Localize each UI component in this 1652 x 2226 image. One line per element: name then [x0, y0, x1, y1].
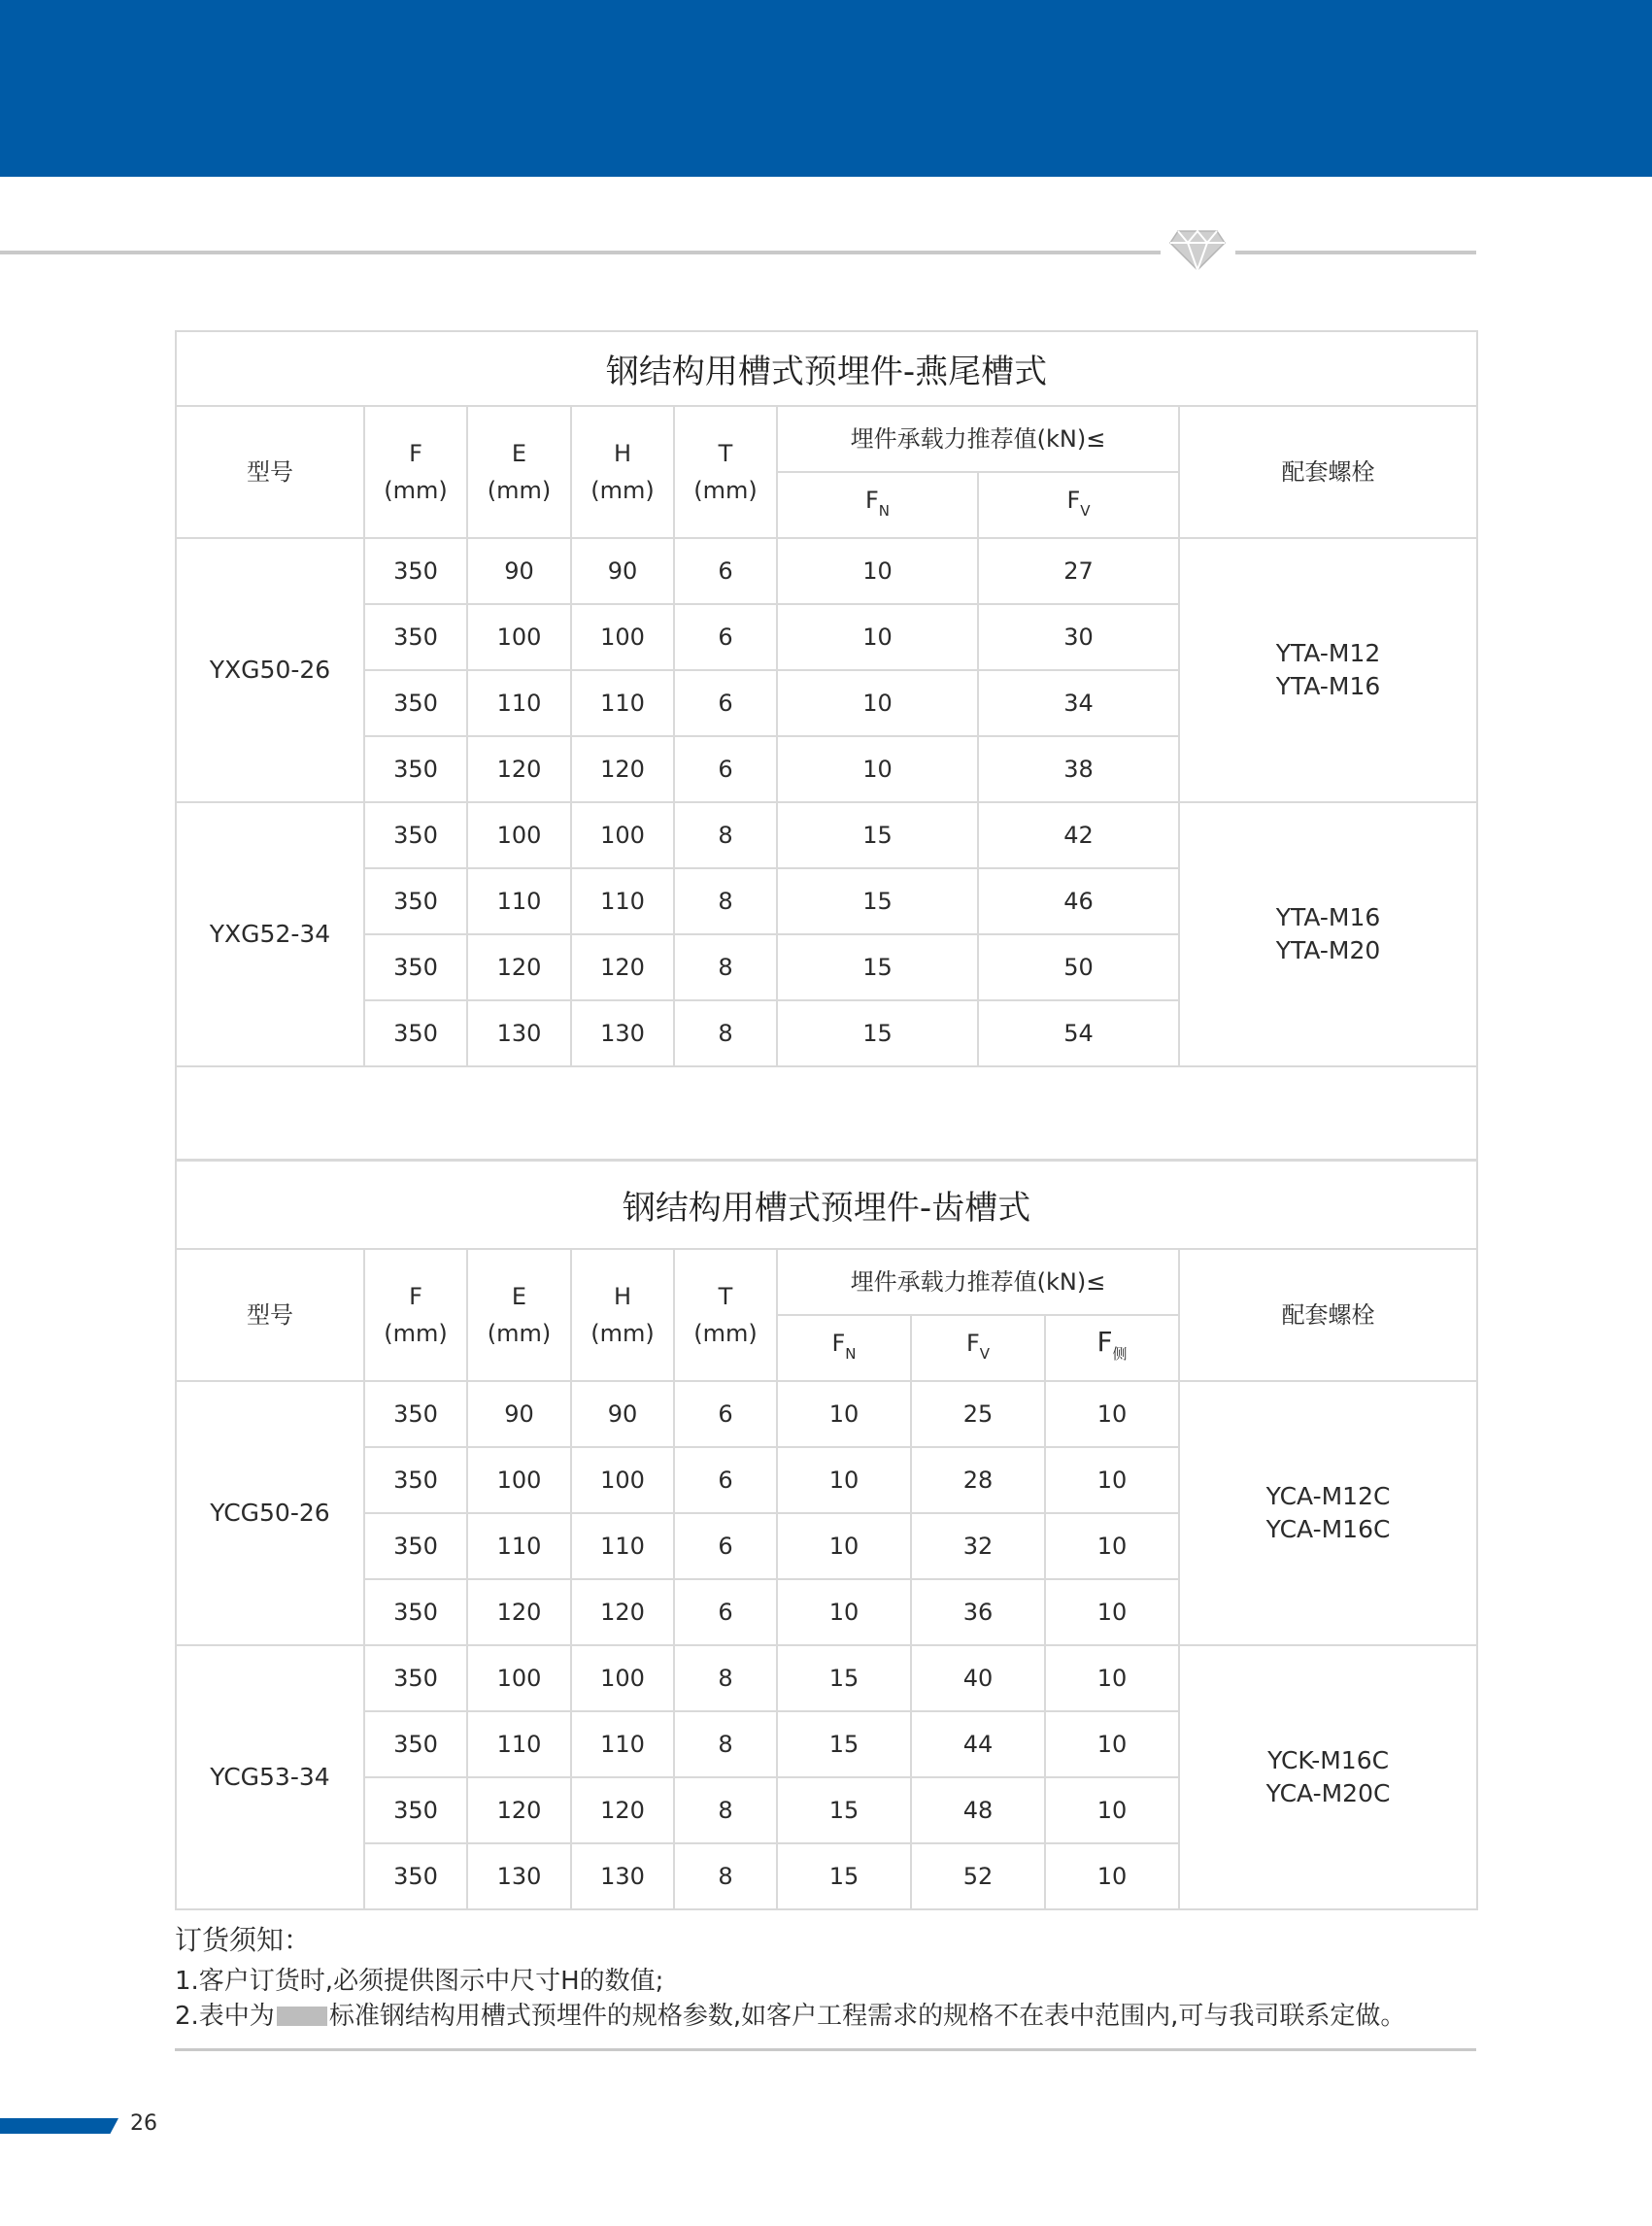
- model-cell: YCG50-26: [176, 1381, 364, 1645]
- table-row: [176, 1381, 1477, 1447]
- cell-fn: 10: [777, 1447, 911, 1513]
- header-load: 埋件承载力推荐值(kN)≤: [777, 406, 1179, 472]
- cell-f: 350: [364, 538, 467, 604]
- cell-fn: 15: [777, 1843, 911, 1909]
- note-line-1: 1.客户订货时,必须提供图示中尺寸H的数值;: [175, 1967, 664, 1996]
- cell-h: 120: [571, 1579, 674, 1645]
- cell-fn: 10: [777, 604, 978, 670]
- cell-fv: 30: [978, 604, 1179, 670]
- serrated-spec-table: [175, 1159, 1478, 1910]
- cell-fn: 15: [777, 1777, 911, 1843]
- cell-fn: 10: [777, 1513, 911, 1579]
- cell-fv: 32: [911, 1513, 1045, 1579]
- header-f: F (mm): [364, 1249, 467, 1381]
- header-e: E (mm): [467, 1249, 571, 1381]
- cell-fn: 10: [777, 670, 978, 736]
- cell-fv: 34: [978, 670, 1179, 736]
- cell-fv: 42: [978, 802, 1179, 868]
- cell-t: 8: [674, 802, 777, 868]
- bolt-cell: YCA-M12C YCA-M16C: [1179, 1381, 1477, 1645]
- cell-f: 350: [364, 736, 467, 802]
- cell-h: 120: [571, 934, 674, 1000]
- cell-fn: 15: [777, 802, 978, 868]
- header-bolt: 配套螺栓: [1179, 1249, 1477, 1381]
- cell-fside: 10: [1045, 1777, 1179, 1843]
- cell-f: 350: [364, 1000, 467, 1066]
- model-cell: YCG53-34: [176, 1645, 364, 1909]
- header-fside: $F_侧$: [1045, 1315, 1179, 1381]
- bolt-cell: YTA-M12 YTA-M16: [1179, 538, 1477, 802]
- cell-fv: 44: [911, 1711, 1045, 1777]
- cell-fn: 15: [777, 934, 978, 1000]
- cell-e: 100: [467, 802, 571, 868]
- cell-fside: 10: [1045, 1711, 1179, 1777]
- table-spacer: [176, 1066, 1477, 1161]
- table-title: 钢结构用槽式预埋件-燕尾槽式: [176, 331, 1477, 406]
- cell-h: 110: [571, 868, 674, 934]
- cell-e: 110: [467, 1711, 571, 1777]
- header-h: H (mm): [571, 1249, 674, 1381]
- cell-t: 6: [674, 670, 777, 736]
- cell-t: 8: [674, 1000, 777, 1066]
- cell-h: 130: [571, 1843, 674, 1909]
- diamond-icon: [1168, 229, 1227, 272]
- cell-e: 90: [467, 1381, 571, 1447]
- cell-e: 110: [467, 1513, 571, 1579]
- cell-h: 100: [571, 1645, 674, 1711]
- cell-e: 110: [467, 670, 571, 736]
- header-rule-left: [0, 251, 1161, 254]
- cell-e: 130: [467, 1843, 571, 1909]
- cell-fside: 10: [1045, 1645, 1179, 1711]
- cell-fv: 36: [911, 1579, 1045, 1645]
- cell-e: 120: [467, 1777, 571, 1843]
- cell-f: 350: [364, 1777, 467, 1843]
- order-notes: [175, 1921, 1476, 2034]
- cell-t: 6: [674, 604, 777, 670]
- cell-h: 120: [571, 736, 674, 802]
- table-row: [176, 802, 1477, 868]
- cell-t: 6: [674, 1447, 777, 1513]
- header-e: E (mm): [467, 406, 571, 538]
- table-row: [176, 1645, 1477, 1711]
- cell-fv: 28: [911, 1447, 1045, 1513]
- cell-e: 130: [467, 1000, 571, 1066]
- cell-f: 350: [364, 1381, 467, 1447]
- notes-title: 订货须知：: [175, 1924, 312, 1956]
- header-model: 型号: [176, 1249, 364, 1381]
- cell-fv: 40: [911, 1645, 1045, 1711]
- cell-fv: 25: [911, 1381, 1045, 1447]
- header-model: 型号: [176, 406, 364, 538]
- cell-fn: 15: [777, 1000, 978, 1066]
- cell-h: 130: [571, 1000, 674, 1066]
- cell-h: 90: [571, 538, 674, 604]
- cell-t: 6: [674, 1513, 777, 1579]
- cell-fn: 10: [777, 1381, 911, 1447]
- header-load: 埋件承载力推荐值(kN)≤: [777, 1249, 1179, 1315]
- header-t: T (mm): [674, 1249, 777, 1381]
- cell-h: 120: [571, 1777, 674, 1843]
- cell-f: 350: [364, 1579, 467, 1645]
- cell-f: 350: [364, 1843, 467, 1909]
- table-title: 钢结构用槽式预埋件-齿槽式: [176, 1160, 1477, 1249]
- header-f: F (mm): [364, 406, 467, 538]
- cell-fv: 50: [978, 934, 1179, 1000]
- cell-fside: 10: [1045, 1579, 1179, 1645]
- cell-f: 350: [364, 1711, 467, 1777]
- cell-fn: 15: [777, 1645, 911, 1711]
- cell-h: 110: [571, 670, 674, 736]
- cell-e: 100: [467, 1447, 571, 1513]
- cell-h: 110: [571, 1711, 674, 1777]
- cell-t: 8: [674, 1645, 777, 1711]
- cell-t: 8: [674, 934, 777, 1000]
- cell-e: 90: [467, 538, 571, 604]
- cell-t: 8: [674, 1711, 777, 1777]
- cell-t: 6: [674, 538, 777, 604]
- page-tab: [0, 2118, 118, 2134]
- cell-fn: 10: [777, 1579, 911, 1645]
- header-rule-right: [1235, 251, 1476, 254]
- cell-fv: 48: [911, 1777, 1045, 1843]
- cell-e: 100: [467, 1645, 571, 1711]
- page-number: 26: [130, 2111, 157, 2136]
- cell-fv: 46: [978, 868, 1179, 934]
- table-row: [176, 538, 1477, 604]
- cell-t: 6: [674, 736, 777, 802]
- cell-fside: 10: [1045, 1447, 1179, 1513]
- cell-t: 8: [674, 868, 777, 934]
- cell-fv: 52: [911, 1843, 1045, 1909]
- model-cell: YXG52-34: [176, 802, 364, 1066]
- header-h: H (mm): [571, 406, 674, 538]
- note-line-2: 2.表中为 标准钢结构用槽式预埋件的规格参数,如客户工程需求的规格不在表中范围内,可与我司联系定做。: [175, 2002, 1406, 2031]
- bolt-cell: YTA-M16 YTA-M20: [1179, 802, 1477, 1066]
- header-fn: $F_N$: [777, 1315, 911, 1381]
- cell-fside: 10: [1045, 1513, 1179, 1579]
- cell-fn: 10: [777, 538, 978, 604]
- dovetail-spec-table: [175, 330, 1478, 1162]
- cell-fn: 15: [777, 868, 978, 934]
- header-fn: $F_N$: [777, 472, 978, 538]
- cell-h: 110: [571, 1513, 674, 1579]
- cell-h: 100: [571, 604, 674, 670]
- cell-e: 100: [467, 604, 571, 670]
- cell-f: 350: [364, 670, 467, 736]
- cell-t: 8: [674, 1777, 777, 1843]
- cell-f: 350: [364, 1645, 467, 1711]
- cell-f: 350: [364, 934, 467, 1000]
- footer-rule: [175, 2048, 1476, 2051]
- redacted-brand: [277, 2007, 327, 2026]
- cell-fv: 27: [978, 538, 1179, 604]
- cell-h: 90: [571, 1381, 674, 1447]
- header-bolt: 配套螺栓: [1179, 406, 1477, 538]
- cell-t: 6: [674, 1381, 777, 1447]
- cell-t: 8: [674, 1843, 777, 1909]
- cell-f: 350: [364, 1513, 467, 1579]
- cell-e: 120: [467, 736, 571, 802]
- cell-t: 6: [674, 1579, 777, 1645]
- cell-e: 110: [467, 868, 571, 934]
- cell-e: 120: [467, 1579, 571, 1645]
- cell-f: 350: [364, 604, 467, 670]
- header-fv: $F_V$: [978, 472, 1179, 538]
- cell-fv: 38: [978, 736, 1179, 802]
- cell-h: 100: [571, 1447, 674, 1513]
- header-t: T (mm): [674, 406, 777, 538]
- cell-f: 350: [364, 1447, 467, 1513]
- cell-fv: 54: [978, 1000, 1179, 1066]
- cell-f: 350: [364, 802, 467, 868]
- bolt-cell: YCK-M16C YCA-M20C: [1179, 1645, 1477, 1909]
- header-band: [0, 0, 1652, 177]
- cell-fside: 10: [1045, 1843, 1179, 1909]
- cell-fside: 10: [1045, 1381, 1179, 1447]
- cell-e: 120: [467, 934, 571, 1000]
- cell-h: 100: [571, 802, 674, 868]
- model-cell: YXG50-26: [176, 538, 364, 802]
- header-fv: $F_V$: [911, 1315, 1045, 1381]
- cell-fn: 15: [777, 1711, 911, 1777]
- cell-f: 350: [364, 868, 467, 934]
- cell-fn: 10: [777, 736, 978, 802]
